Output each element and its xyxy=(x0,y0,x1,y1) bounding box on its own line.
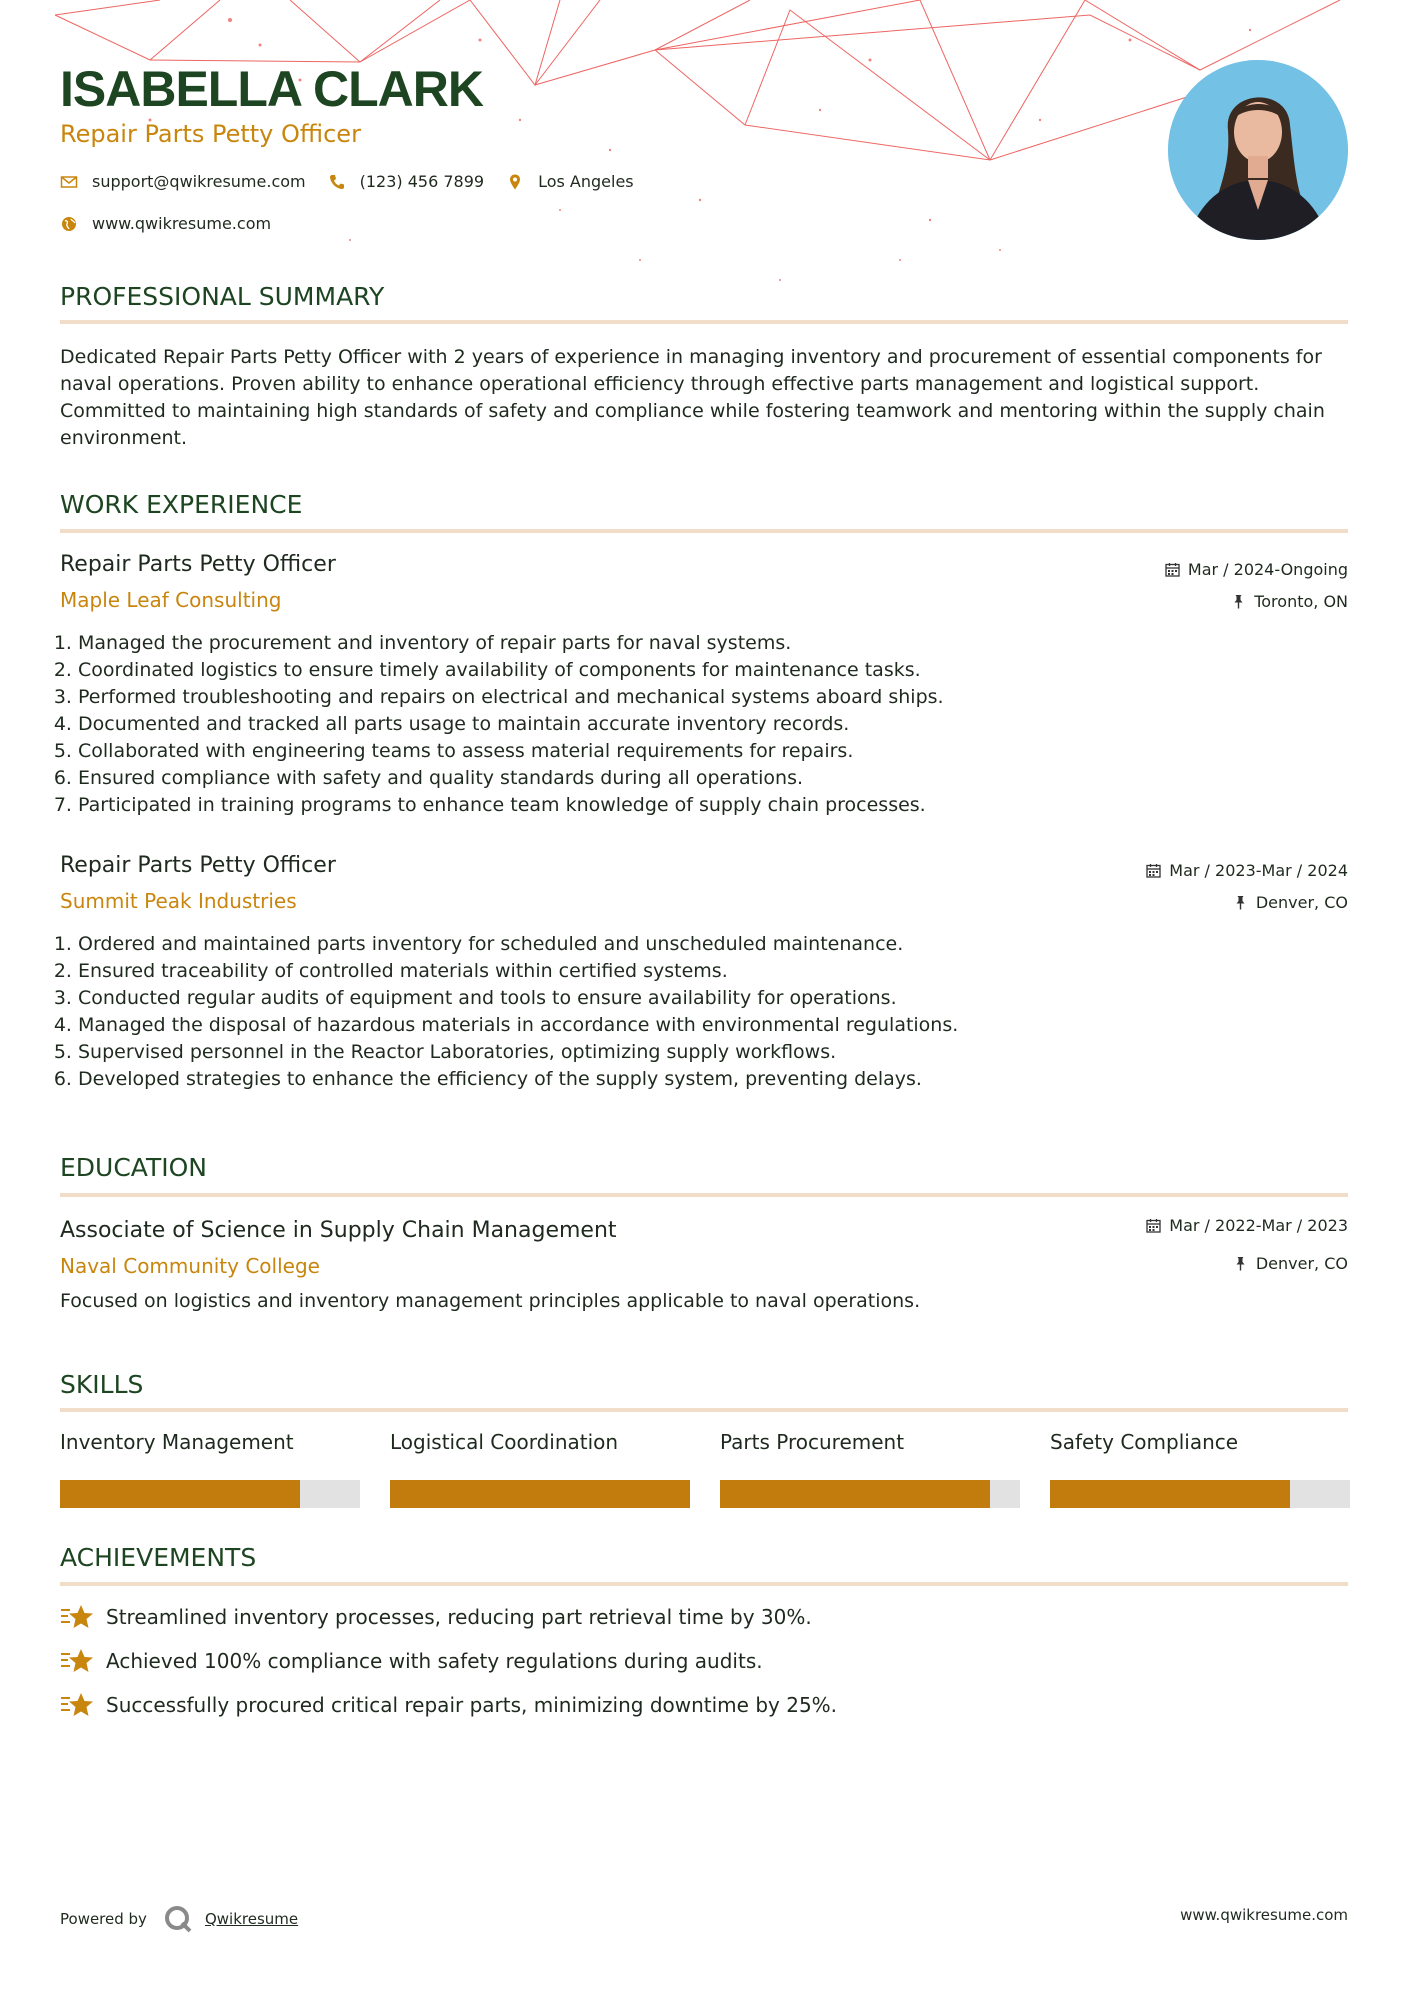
school-name: Naval Community College xyxy=(60,1254,320,1278)
job-bullet: 6. Developed strategies to enhance the efficiency of the supply system, preventing delays. xyxy=(78,1066,1358,1093)
contact-location xyxy=(506,172,634,191)
job-bullet: 5. Collaborated with engineering teams to assess material requirements for repairs. xyxy=(78,738,1358,765)
skill-bar-fill xyxy=(1050,1480,1290,1508)
achievement-item xyxy=(60,1690,837,1720)
pushpin-icon xyxy=(1233,895,1248,910)
experience-divider xyxy=(60,529,1348,533)
qwikresume-link[interactable]: Qwikresume xyxy=(204,1910,299,1928)
achievement-text: Achieved 100% compliance with safety regulations during audits. xyxy=(106,1649,763,1673)
email-text: support@qwikresume.com xyxy=(92,172,306,191)
star-badge-icon xyxy=(60,1602,94,1632)
skill-item xyxy=(720,1430,1020,1508)
job-company: Summit Peak Industries xyxy=(60,889,297,913)
achievements-divider xyxy=(60,1582,1348,1586)
calendar-icon xyxy=(1146,1218,1161,1233)
skill-item xyxy=(60,1430,360,1508)
education-location xyxy=(1233,1254,1348,1273)
job-title: Repair Parts Petty Officer xyxy=(60,552,336,577)
summary-divider xyxy=(60,320,1348,324)
skill-bar xyxy=(720,1480,1020,1508)
job-bullet: 3. Conducted regular audits of equipment and tools to ensure availability for operations. xyxy=(78,985,1358,1012)
job-bullets xyxy=(56,931,1358,1093)
website-text: www.qwikresume.com xyxy=(92,214,272,233)
pushpin-icon xyxy=(1233,1256,1248,1271)
education-divider xyxy=(60,1193,1348,1197)
footer-website[interactable]: www.qwikresume.com xyxy=(1180,1906,1348,1924)
job-bullet: 5. Supervised personnel in the Reactor Laboratories, optimizing supply workflows. xyxy=(78,1039,1358,1066)
skill-name: Safety Compliance xyxy=(1050,1430,1239,1454)
achievements-heading: ACHIEVEMENTS xyxy=(60,1543,257,1572)
contact-email[interactable] xyxy=(60,172,306,191)
job-bullet: 4. Managed the disposal of hazardous materials in accordance with environmental regulations. xyxy=(78,1012,1358,1039)
job-bullet: 2. Ensured traceability of controlled materials within certified systems. xyxy=(78,958,1358,985)
job-dates xyxy=(1146,861,1348,880)
profile-photo xyxy=(1168,60,1348,240)
footer-powered-by xyxy=(60,1904,298,1934)
degree-title: Associate of Science in Supply Chain Management xyxy=(60,1218,617,1243)
job-bullet: 6. Ensured compliance with safety and quality standards during all operations. xyxy=(78,765,1358,792)
powered-by-label: Powered by xyxy=(60,1910,147,1928)
skill-bar xyxy=(60,1480,360,1508)
skills-heading: SKILLS xyxy=(60,1370,144,1399)
achievement-item xyxy=(60,1646,763,1676)
skill-name: Inventory Management xyxy=(60,1430,294,1454)
job-company: Maple Leaf Consulting xyxy=(60,588,282,612)
skills-divider xyxy=(60,1408,1348,1412)
job-bullet: 4. Documented and tracked all parts usage to maintain accurate inventory records. xyxy=(78,711,1358,738)
map-pin-icon xyxy=(506,173,524,191)
avatar-portrait xyxy=(1168,60,1348,240)
star-badge-icon xyxy=(60,1646,94,1676)
skill-item xyxy=(390,1430,690,1508)
phone-text: (123) 456 7899 xyxy=(359,172,485,191)
calendar-icon xyxy=(1146,863,1161,878)
skill-bar xyxy=(1050,1480,1350,1508)
qwikresume-logo-icon xyxy=(163,1904,193,1934)
contact-row xyxy=(60,172,656,191)
skill-item xyxy=(1050,1430,1350,1508)
star-badge-icon xyxy=(60,1690,94,1720)
job-bullets xyxy=(56,630,1358,819)
skill-name: Logistical Coordination xyxy=(390,1430,619,1454)
skill-bar xyxy=(390,1480,690,1508)
contact-phone[interactable] xyxy=(328,172,484,191)
achievement-text: Streamlined inventory processes, reducing part retrieval time by 30%. xyxy=(106,1605,812,1629)
job-bullet: 1. Ordered and maintained parts inventory for scheduled and unscheduled maintenance. xyxy=(78,931,1358,958)
phone-icon xyxy=(328,173,346,191)
contact-website[interactable] xyxy=(60,214,271,233)
job-dates-text: Mar / 2024-Ongoing xyxy=(1187,560,1348,579)
globe-icon xyxy=(60,215,78,233)
education-description: Focused on logistics and inventory management principles applicable to naval operations. xyxy=(60,1290,921,1312)
job-bullet: 1. Managed the procurement and inventory of repair parts for naval systems. xyxy=(78,630,1358,657)
education-dates xyxy=(1146,1216,1348,1235)
skill-bar-fill xyxy=(60,1480,300,1508)
experience-heading: WORK EXPERIENCE xyxy=(60,490,303,519)
achievement-item xyxy=(60,1602,812,1632)
skill-bar-fill xyxy=(720,1480,990,1508)
job-bullet: 7. Participated in training programs to enhance team knowledge of supply chain processes. xyxy=(78,792,1358,819)
candidate-title: Repair Parts Petty Officer xyxy=(60,120,361,148)
job-location-text: Toronto, ON xyxy=(1254,592,1348,611)
skill-bar-fill xyxy=(390,1480,690,1508)
job-title: Repair Parts Petty Officer xyxy=(60,853,336,878)
job-location xyxy=(1231,592,1348,611)
job-bullet: 3. Performed troubleshooting and repairs on electrical and mechanical systems aboard ships. xyxy=(78,684,1358,711)
job-bullet: 2. Coordinated logistics to ensure timely availability of components for maintenance tasks. xyxy=(78,657,1358,684)
education-heading: EDUCATION xyxy=(60,1153,207,1182)
education-location-text: Denver, CO xyxy=(1255,1254,1348,1273)
job-location xyxy=(1233,893,1348,912)
job-location-text: Denver, CO xyxy=(1255,893,1348,912)
location-text: Los Angeles xyxy=(538,172,634,191)
achievement-text: Successfully procured critical repair parts, minimizing downtime by 25%. xyxy=(106,1693,838,1717)
envelope-icon xyxy=(60,173,78,191)
summary-heading: PROFESSIONAL SUMMARY xyxy=(60,282,385,311)
job-dates xyxy=(1165,560,1348,579)
job-dates-text: Mar / 2023-Mar / 2024 xyxy=(1169,861,1348,880)
calendar-icon xyxy=(1165,562,1180,577)
pushpin-icon xyxy=(1231,594,1246,609)
skill-name: Parts Procurement xyxy=(720,1430,905,1454)
summary-text: Dedicated Repair Parts Petty Officer with 2 years of experience in managing inventory and procurement of essential components for naval operations. Proven ability to enhance operational efficiency through effective parts management and logistical support. Committed to maintaining high standards of safety and compliance while fostering teamwork and mentoring within the supply chain environment. xyxy=(60,346,1325,449)
candidate-name: ISABELLA CLARK xyxy=(60,61,484,117)
education-dates-text: Mar / 2022-Mar / 2023 xyxy=(1169,1216,1348,1235)
contact-row-2 xyxy=(60,214,293,233)
